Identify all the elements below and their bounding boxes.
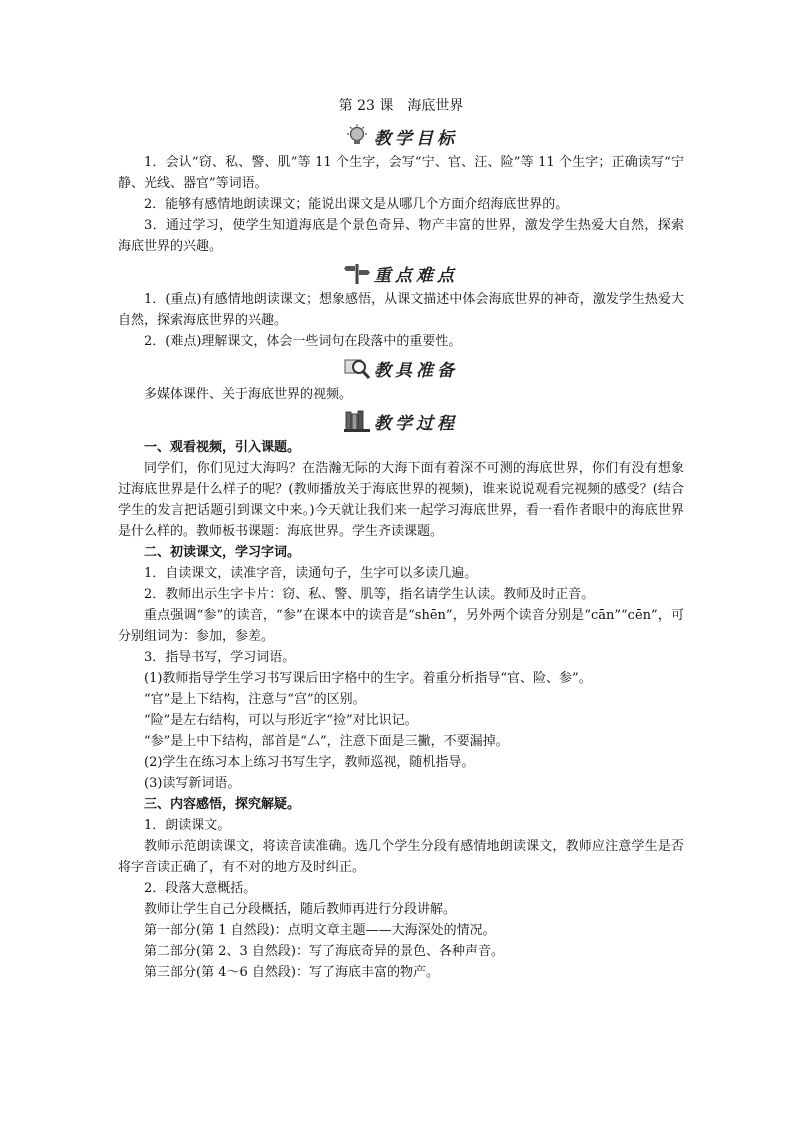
process-paragraph: (2)学生在练习本上练习书写生字，教师巡视，随机指导。 <box>144 755 475 770</box>
process-paragraph: 第一部分(第 1 自然段)：点明文章主题——大海深处的情况。 <box>144 923 496 938</box>
process-paragraph: 2．段落大意概括。 <box>144 881 257 896</box>
section-title-process: 教学过程 <box>374 413 458 434</box>
section-title-materials: 教具准备 <box>374 360 458 381</box>
lesson-page <box>118 96 684 983</box>
section-header-key-points <box>118 259 684 287</box>
section-title-key-points: 重点难点 <box>374 265 458 286</box>
section-header-materials <box>118 354 684 382</box>
process-paragraph: (1)教师指导学生学习书写课后田字格中的生字。着重分析指导“官、险、参”。 <box>144 671 592 686</box>
lesson-title: 第 23 课 海底世界 <box>338 98 464 114</box>
process-paragraph: 同学们，你们见过大海吗？在浩瀚无际的大海下面有着深不可测的海底世界，你们有没有想象过海底世界是什么样子的呢？(教师播放关于海底世界的视频)，谁来说说观看完视频的感受？(结合学生的发言把话题引到课文中来。)今天就让我们来一起学习海底世界，看一看作者眼中的海底世界是什么样的。教师板书课题：海底世界。学生齐读课题。 <box>118 461 684 539</box>
process-paragraph: “官”是上下结构，注意与“宫”的区别。 <box>144 692 366 707</box>
objective-item: 1．会认“窃、私、警、肌”等 11 个生字，会写“宁、官、汪、险”等 11 个生字；正确读写“宁静、光线、器官”等词语。 <box>118 155 684 191</box>
process-paragraph: “参”是上中下结构，部首是“厶”，注意下面是三撇，不要漏掉。 <box>144 734 509 749</box>
process-paragraph: 1．自读课文，读准字音，读通句子，生字可以多读几遍。 <box>144 566 478 581</box>
objective-item: 2．能够有感情地朗读课文；能说出课文是从哪几个方面介绍海底世界的。 <box>144 197 569 212</box>
key-point-item: 1．(重点)有感情地朗读课文；想象感悟，从课文描述中体会海底世界的神奇，激发学生热爱大自然，探索海底世界的兴趣。 <box>118 292 684 328</box>
key-point-item: 2．(难点)理解课文，体会一些词句在段落中的重要性。 <box>144 334 462 349</box>
process-step-heading: 三、内容感悟，探究解疑。 <box>144 797 301 812</box>
process-step-heading: 一、观看视频，引入课题。 <box>144 440 301 455</box>
process-paragraph: (3)读写新词语。 <box>144 776 241 791</box>
process-paragraph: 2．教师出示生字卡片：窃、私、警、肌等，指名请学生认读。教师及时正音。 <box>144 587 595 602</box>
books-icon <box>344 409 370 433</box>
process-paragraph: 第二部分(第 2、3 自然段)：写了海底奇异的景色、各种声音。 <box>144 944 504 959</box>
section-header-objectives <box>118 122 684 150</box>
process-paragraph: 教师让学生自己分段概括，随后教师再进行分段讲解。 <box>144 902 457 917</box>
process-paragraph: 1．朗读课文。 <box>144 818 231 833</box>
process-paragraph: 重点强调“参”的读音，“参”在课本中的读音是“shēn”，另外两个读音分别是“cān”“cēn”，可分别组词为：参加，参差。 <box>118 608 684 644</box>
section-header-process <box>118 407 684 435</box>
signpost-icon <box>344 261 370 285</box>
lightbulb-icon <box>344 124 370 148</box>
materials-text: 多媒体课件、关于海底世界的视频。 <box>144 387 353 402</box>
magnifier-icon <box>344 356 370 380</box>
process-step-heading: 二、初读课文，学习字词。 <box>144 545 301 560</box>
section-title-objectives: 教学目标 <box>374 128 458 149</box>
process-paragraph: “险”是左右结构，可以与形近字“捡”对比识记。 <box>144 713 418 728</box>
process-paragraph: 3．指导书写，学习词语。 <box>144 650 296 665</box>
process-paragraph: 教师示范朗读课文，将读音读准确。选几个学生分段有感情地朗读课文，教师应注意学生是否将字音读正确了，有不对的地方及时纠正。 <box>118 839 684 875</box>
process-paragraph: 第三部分(第 4～6 自然段)：写了海底丰富的物产。 <box>144 965 439 980</box>
objective-item: 3．通过学习，使学生知道海底是个景色奇异、物产丰富的世界，激发学生热爱大自然，探索海底世界的兴趣。 <box>118 218 684 254</box>
